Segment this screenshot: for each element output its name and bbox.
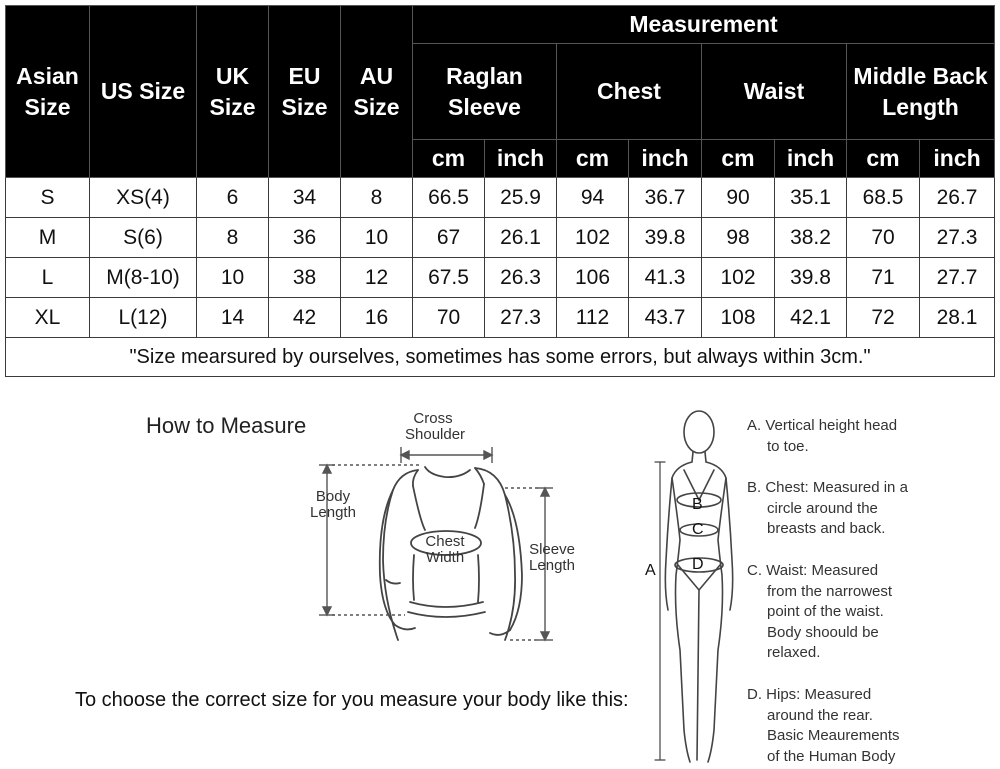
table-cell: 28.1 — [920, 298, 995, 338]
header-asian-size: Asian Size — [6, 6, 90, 178]
table-cell: XS(4) — [90, 178, 197, 218]
cross-shoulder-label: Cross Shoulder — [405, 410, 466, 443]
table-cell: L(12) — [90, 298, 197, 338]
table-cell: 6 — [197, 178, 269, 218]
table-cell: M(8-10) — [90, 258, 197, 298]
legend-c: C. Waist: Measured from the narrowest point of the waist. Body shoould be relaxed. — [747, 562, 893, 661]
table-cell: 26.1 — [485, 218, 557, 258]
table-cell: L — [6, 258, 90, 298]
unit-inch: inch — [629, 140, 702, 178]
legend-a: A. Vertical height head to toe. — [747, 417, 898, 455]
body-length-label: Body Length — [310, 488, 356, 521]
table-cell: 106 — [557, 258, 629, 298]
table-cell: 26.7 — [920, 178, 995, 218]
table-cell: 26.3 — [485, 258, 557, 298]
header-au-size: AU Size — [341, 6, 413, 178]
table-cell: 68.5 — [847, 178, 920, 218]
table-cell: 66.5 — [413, 178, 485, 218]
header-us-size: US Size — [90, 6, 197, 178]
table-cell: 108 — [702, 298, 775, 338]
unit-cm: cm — [413, 140, 485, 178]
table-cell: 42 — [269, 298, 341, 338]
table-cell: 39.8 — [775, 258, 847, 298]
table-cell: 36 — [269, 218, 341, 258]
table-cell: 34 — [269, 178, 341, 218]
table-cell: XL — [6, 298, 90, 338]
header-raglan-sleeve: Raglan Sleeve — [413, 44, 557, 140]
table-cell: 27.7 — [920, 258, 995, 298]
header-waist: Waist — [702, 44, 847, 140]
table-cell: 8 — [341, 178, 413, 218]
header-chest: Chest — [557, 44, 702, 140]
table-cell: 35.1 — [775, 178, 847, 218]
table-cell: 16 — [341, 298, 413, 338]
unit-cm: cm — [702, 140, 775, 178]
table-cell: 43.7 — [629, 298, 702, 338]
point-d-label: D — [692, 556, 704, 573]
header-middle-back-length: Middle Back Length — [847, 44, 995, 140]
table-cell: 72 — [847, 298, 920, 338]
table-cell: 10 — [197, 258, 269, 298]
table-cell: 14 — [197, 298, 269, 338]
table-cell: 102 — [702, 258, 775, 298]
table-cell: 67.5 — [413, 258, 485, 298]
table-cell: 98 — [702, 218, 775, 258]
table-cell: 102 — [557, 218, 629, 258]
header-measurement: Measurement — [413, 6, 995, 44]
sleeve-length-label: Sleeve Length — [529, 541, 575, 574]
header-uk-size: UK Size — [197, 6, 269, 178]
table-cell: 71 — [847, 258, 920, 298]
table-cell: 94 — [557, 178, 629, 218]
chest-width-label: Chest Width — [425, 533, 465, 566]
point-c-label: C — [692, 521, 704, 538]
how-to-measure-title: How to Measure — [146, 413, 307, 438]
table-cell: 41.3 — [629, 258, 702, 298]
unit-inch: inch — [485, 140, 557, 178]
table-cell: 39.8 — [629, 218, 702, 258]
human-body-icon — [655, 411, 733, 762]
table-cell: 90 — [702, 178, 775, 218]
header-eu-size: EU Size — [269, 6, 341, 178]
legend-b: B. Chest: Measured in a circle around the breasts and back. — [747, 479, 908, 537]
point-b-label: B — [692, 496, 703, 513]
unit-inch: inch — [920, 140, 995, 178]
table-cell: 42.1 — [775, 298, 847, 338]
table-cell: 38.2 — [775, 218, 847, 258]
table-cell: 70 — [413, 298, 485, 338]
table-cell: 12 — [341, 258, 413, 298]
unit-cm: cm — [847, 140, 920, 178]
legend-d: D. Hips: Measured around the rear. Basic Meaurements of the Human Body — [747, 686, 900, 765]
table-cell: 70 — [847, 218, 920, 258]
table-cell: 36.7 — [629, 178, 702, 218]
table-cell: 8 — [197, 218, 269, 258]
table-cell: 25.9 — [485, 178, 557, 218]
table-cell: 27.3 — [920, 218, 995, 258]
choose-size-instructions: To choose the correct size for you measure your body like this: — [75, 689, 629, 711]
table-cell: M — [6, 218, 90, 258]
table-cell: 67 — [413, 218, 485, 258]
table-cell: 27.3 — [485, 298, 557, 338]
point-a-label: A — [645, 562, 656, 579]
table-cell: S — [6, 178, 90, 218]
table-cell: S(6) — [90, 218, 197, 258]
unit-cm: cm — [557, 140, 629, 178]
table-cell: 38 — [269, 258, 341, 298]
unit-inch: inch — [775, 140, 847, 178]
table-cell: 10 — [341, 218, 413, 258]
table-cell: 112 — [557, 298, 629, 338]
size-note: "Size mearsured by ourselves, sometimes has some errors, but always within 3cm." — [6, 338, 995, 377]
